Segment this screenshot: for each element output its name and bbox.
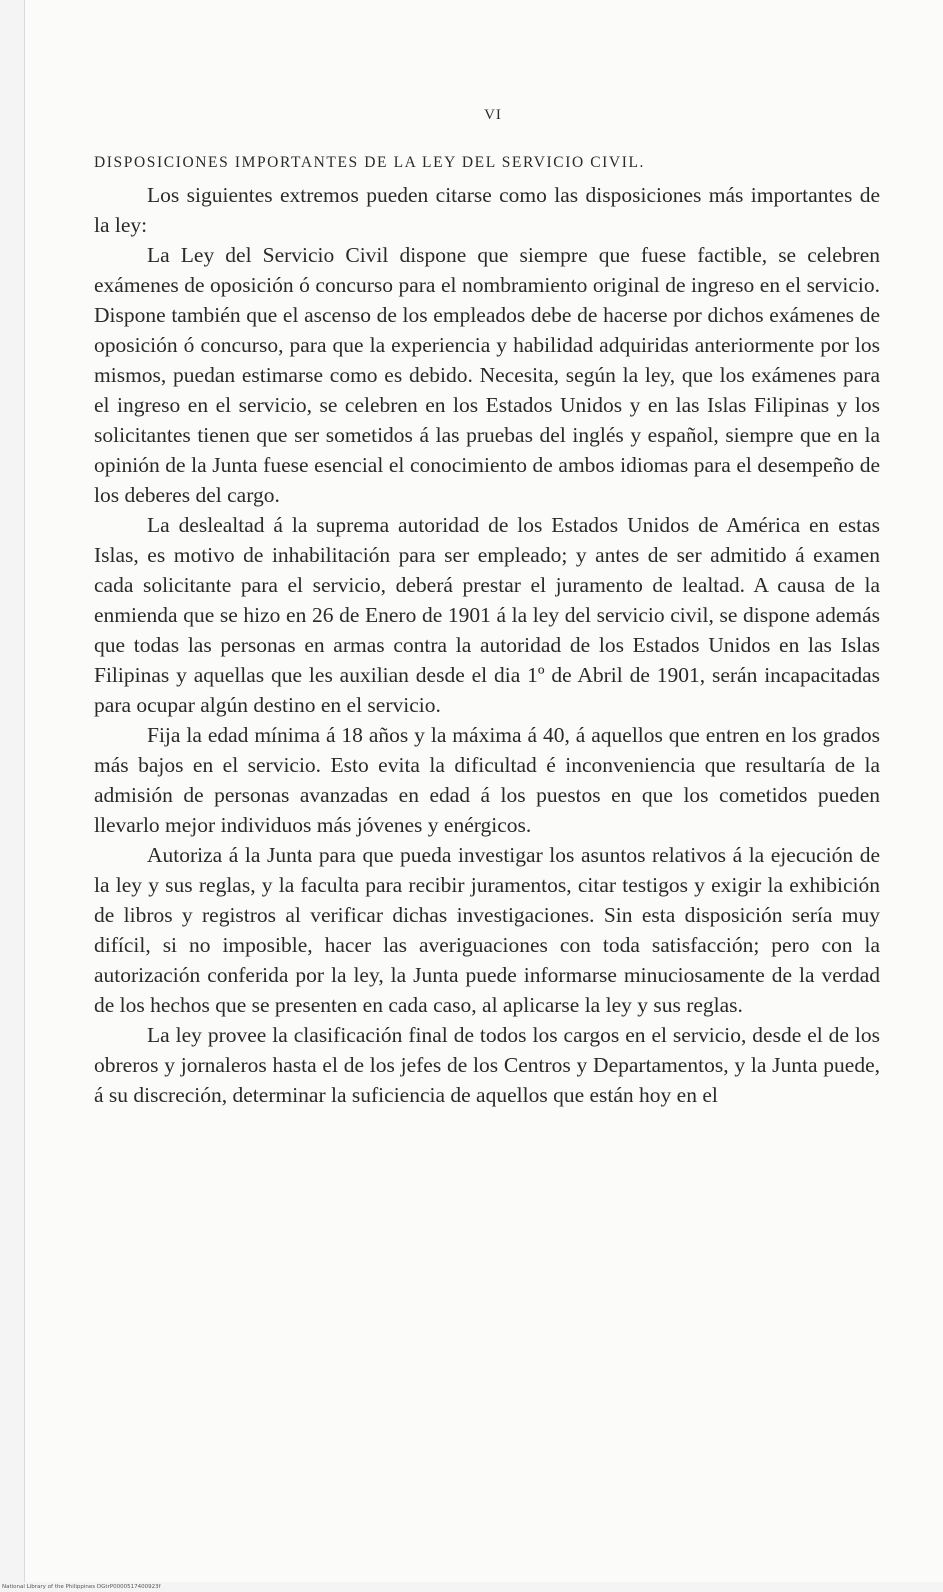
paragraph-intro: Los siguientes extremos pueden citarse como las disposiciones más importantes de la ley: <box>94 183 880 237</box>
paragraph-classification: La ley provee la clasificación final de todos los cargos en el servicio, desde el de los obreros y jornaleros hasta el de los jefes de los Centros y Departamentos, y la Junta puede, á su discreción, determinar la suficiencia de aquellos que están hoy en el <box>94 1023 880 1107</box>
page-number: VI <box>484 107 502 123</box>
section-title: DISPOSICIONES IMPORTANTES DE LA LEY DEL SERVICIO CIVIL. <box>94 154 646 171</box>
paragraph-examinations: La Ley del Servicio Civil dispone que siempre que fuese factible, se celebren exámenes de oposición ó concurso para el nombramiento original de ingreso en el servicio. Dispone también que el ascenso de los empleados debe de hacerse por dichos exámenes de oposición ó concurso, para que la experiencia y habilidad adquiridas anteriormente por los mismos, puedan estimarse como es debido. Necesita, según la ley, que los exámenes para el ingreso en el servicio, se celebren en los Estados Unidos y en las Islas Filipinas y los solicitantes tienen que ser sometidos á las pruebas del inglés y español, siempre que en la opinión de la Junta fuese esencial el conocimiento de ambos idiomas para el desempeño de los deberes del cargo. <box>94 243 880 507</box>
paragraph-age-limits: Fija la edad mínima á 18 años y la máxima á 40, á aquellos que entren en los grados más bajos en el servicio. Esto evita la dificultad é inconveniencia que resultaría de la admisión de personas avanzadas en edad á los puestos en que los cometidos pueden llevarlo mejor individuos más jóvenes y enérgicos. <box>94 723 880 837</box>
page-content <box>94 100 880 1110</box>
paragraph-loyalty: La deslealtad á la suprema autoridad de los Estados Unidos de América en estas Islas, es motivo de inhabilitación para ser empleado; y antes de ser admitido á examen cada solicitante para el servicio, deberá prestar el juramento de lealtad. A causa de la enmienda que se hizo en 26 de Enero de 1901 á la ley del servicio civil, se dispone además que todas las personas en armas contra la autoridad de los Estados Unidos en las Islas Filipinas y aquellas que les auxilian desde el dia 1º de Abril de 1901, serán incapacitadas para ocupar algún destino en el servicio. <box>94 513 880 717</box>
scan-footer: National Library of the Philippines DGtrP0000517400923f <box>2 1584 161 1590</box>
book-page <box>24 0 943 1582</box>
paragraph-investigations: Autoriza á la Junta para que pueda investigar los asuntos relativos á la ejecución de la ley y sus reglas, y la faculta para recibir juramentos, citar testigos y exigir la exhibición de libros y registros al verificar dichas investigaciones. Sin esta disposición sería muy difícil, si no imposible, hacer las averiguaciones con toda satisfacción; pero con la autorización conferida por la ley, la Junta puede informarse minuciosamente de la verdad de los hechos que se presenten en cada caso, al aplicarse la ley y sus reglas. <box>94 843 880 1017</box>
